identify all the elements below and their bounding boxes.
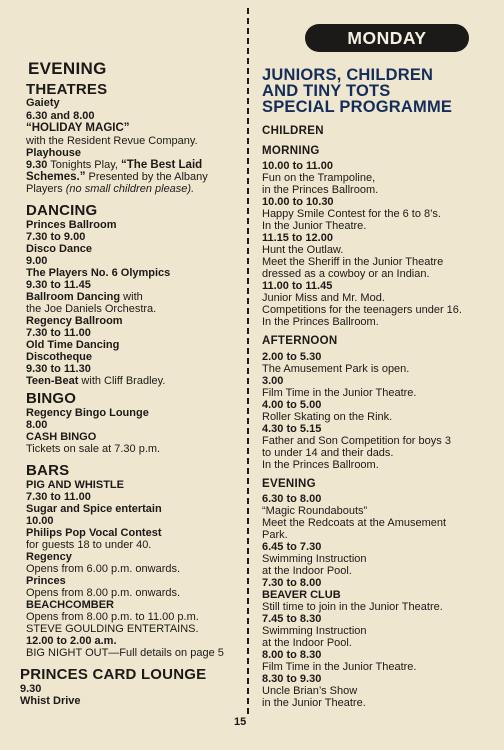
event-text: Players (no small children please). xyxy=(26,183,195,195)
event-title: BEAVER CLUB xyxy=(262,589,341,601)
event-text: The Amusement Park is open. xyxy=(262,363,410,375)
evening-heading: EVENING xyxy=(28,59,107,78)
event-time: 4.30 to 5.15 xyxy=(262,423,322,435)
event-text: the Joe Daniels Orchestra. xyxy=(26,303,157,315)
event-text: Film Time in the Junior Theatre. xyxy=(262,661,417,673)
event-text: in the Junior Theatre. xyxy=(262,697,366,709)
event-time: 7.30 to 9.00 xyxy=(26,231,86,243)
event-time: 6.45 to 7.30 xyxy=(262,541,322,553)
event-time: 8.00 xyxy=(26,419,48,431)
event-time: 9.30 xyxy=(20,683,42,695)
programme-title-line: JUNIORS, CHILDREN xyxy=(262,66,434,84)
event-title: Philips Pop Vocal Contest xyxy=(26,527,162,539)
event-text: in the Princes Ballroom. xyxy=(262,184,379,196)
venue-name: BEACHCOMBER xyxy=(26,599,114,611)
evening-heading: EVENING xyxy=(262,478,316,490)
event-text: Film Time in the Junior Theatre. xyxy=(262,387,417,399)
bingo-heading: BINGO xyxy=(26,390,77,407)
event-time: 8.00 to 8.30 xyxy=(262,649,322,661)
event-text: Opens from 8.00 p.m. to 11.00 p.m. xyxy=(26,611,199,623)
venue-name: Princes Ballroom xyxy=(26,219,117,231)
event-text: Ballroom Dancing with xyxy=(26,291,143,303)
afternoon-heading: AFTERNOON xyxy=(262,335,338,347)
event-text: Uncle Brian’s Show xyxy=(262,685,358,697)
event-text: with the Resident Revue Company. xyxy=(26,135,198,147)
programme-title-line: SPECIAL PROGRAMME xyxy=(262,98,453,116)
venue-name: Regency xyxy=(26,551,72,563)
venue-name: Playhouse xyxy=(26,147,82,159)
event-time: 12.00 to 2.00 a.m. xyxy=(26,635,117,647)
morning-heading: MORNING xyxy=(262,145,320,157)
show-title: “HOLIDAY MAGIC” xyxy=(26,122,130,134)
event-time: 7.30 to 8.00 xyxy=(262,577,322,589)
event-text: In the Princes Ballroom. xyxy=(262,316,379,328)
venue-name: Regency Bingo Lounge xyxy=(26,407,149,419)
bars-heading: BARS xyxy=(26,462,70,479)
venue-name: Princes xyxy=(26,575,66,587)
page-number: 15 xyxy=(234,716,247,728)
event-text: Park. xyxy=(262,529,288,541)
card-lounge-heading: PRINCES CARD LOUNGE xyxy=(20,666,207,683)
event-text: Opens from 8.00 p.m. onwards. xyxy=(26,587,181,599)
event-text: Swimming Instruction xyxy=(262,553,367,565)
event-text: Competitions for the teenagers under 16. xyxy=(262,304,462,316)
event-text: for guests 18 to under 40. xyxy=(26,539,152,551)
event-time: 7.30 to 11.00 xyxy=(26,491,91,503)
event-title: Disco Dance xyxy=(26,243,93,255)
event-time: 7.30 to 11.00 xyxy=(26,327,91,339)
event-time: 6.30 to 8.00 xyxy=(262,493,322,505)
event-time: 9.30 to 11.45 xyxy=(26,279,91,291)
day-badge: MONDAY xyxy=(305,24,469,52)
event-time: 11.15 to 12.00 xyxy=(262,232,333,244)
event-text: In the Junior Theatre. xyxy=(262,220,367,232)
venue-name: Regency Ballroom xyxy=(26,315,123,327)
event-time: 7.45 to 8.30 xyxy=(262,613,322,625)
event-text: Meet the Sheriff in the Junior Theatre xyxy=(262,256,444,268)
event-text: at the Indoor Pool. xyxy=(262,637,352,649)
children-heading: CHILDREN xyxy=(262,125,324,137)
event-title: CASH BINGO xyxy=(26,431,97,443)
column-divider xyxy=(247,8,249,714)
event-text: Roller Skating on the Rink. xyxy=(262,411,393,423)
event-title: Discotheque xyxy=(26,351,93,363)
theatres-heading: THEATRES xyxy=(26,81,108,98)
event-text: BIG NIGHT OUT—Full details on page 5 xyxy=(26,647,224,659)
event-text: Junior Miss and Mr. Mod. xyxy=(262,292,385,304)
event-text: to under 14 and their dads. xyxy=(262,447,394,459)
event-time: 9.30 to 11.30 xyxy=(26,363,91,375)
event-text: Hunt the Outlaw. xyxy=(262,244,344,256)
event-text: Tickets on sale at 7.30 p.m. xyxy=(26,443,161,455)
event-text: Happy Smile Contest for the 6 to 8’s. xyxy=(262,208,441,220)
event-text: “Magic Roundabouts” xyxy=(262,505,368,517)
event-text: In the Princes Ballroom. xyxy=(262,459,379,471)
event-time: 8.30 to 9.30 xyxy=(262,673,322,685)
event-title: Whist Drive xyxy=(20,695,81,707)
event-text: STEVE GOULDING ENTERTAINS. xyxy=(26,623,199,635)
event-text: Teen-Beat with Cliff Bradley. xyxy=(26,375,166,387)
event-title: Old Time Dancing xyxy=(26,339,120,351)
event-time: 9.00 xyxy=(26,255,48,267)
event-time: 10.00 to 11.00 xyxy=(262,160,333,172)
event-time: 6.30 and 8.00 xyxy=(26,110,95,122)
dancing-heading: DANCING xyxy=(26,202,98,219)
event-time: 11.00 to 11.45 xyxy=(262,280,333,292)
event-text: Fun on the Trampoline, xyxy=(262,172,376,184)
event-time: 2.00 to 5.30 xyxy=(262,351,322,363)
venue-name: PIG AND WHISTLE xyxy=(26,479,124,491)
event-text: Schemes.” Presented by the Albany xyxy=(26,171,208,183)
venue-name: Gaiety xyxy=(26,97,60,109)
event-title: The Players No. 6 Olympics xyxy=(26,267,171,279)
event-title: Sugar and Spice entertain xyxy=(26,503,162,515)
programme-title-line: AND TINY TOTS xyxy=(262,82,391,100)
event-time: 3.00 xyxy=(262,375,284,387)
event-time: 4.00 to 5.00 xyxy=(262,399,322,411)
event-time: 10.00 xyxy=(26,515,54,527)
event-text: Father and Son Competition for boys 3 xyxy=(262,435,451,447)
event-text: 9.30 Tonights Play, “The Best Laid xyxy=(26,159,203,171)
event-text: Swimming Instruction xyxy=(262,625,367,637)
event-text: Opens from 6.00 p.m. onwards. xyxy=(26,563,181,575)
event-text: Still time to join in the Junior Theatre. xyxy=(262,601,443,613)
event-time: 10.00 to 10.30 xyxy=(262,196,334,208)
event-text: at the Indoor Pool. xyxy=(262,565,352,577)
event-text: dressed as a cowboy or an Indian. xyxy=(262,268,430,280)
event-text: Meet the Redcoats at the Amusement xyxy=(262,517,447,529)
